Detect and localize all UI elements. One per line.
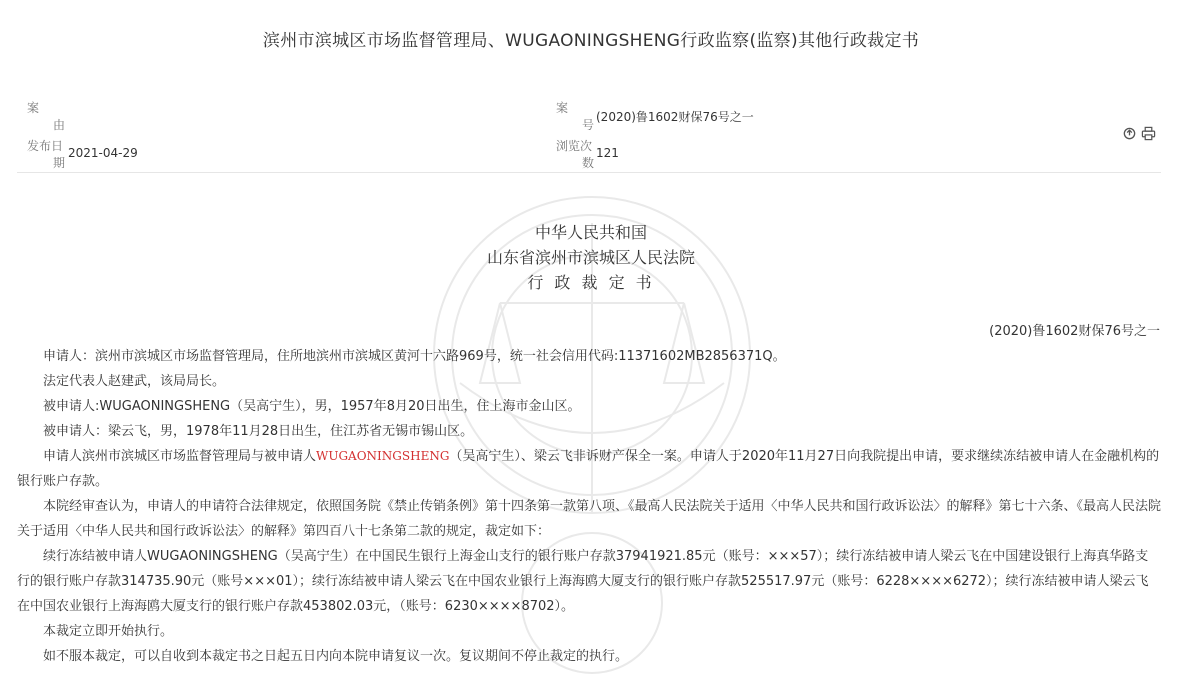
case-number-value: (2020)鲁1602财保76号之一 bbox=[596, 110, 754, 124]
publish-date-label: 发布日 期 bbox=[27, 139, 66, 170]
doc-case-number: (2020)鲁1602财保76号之一 bbox=[989, 324, 1160, 339]
page-title: 滨州市滨城区市场监督管理局、WUGAONINGSHENG行政监察(监察)其他行政裁定书 bbox=[262, 31, 920, 51]
highlighted-name: WUGAONINGSHENG bbox=[316, 449, 450, 463]
doc-heading-country: 中华人民共和国 bbox=[534, 223, 647, 242]
doc-heading-court: 山东省滨州市滨城区人民法院 bbox=[486, 248, 695, 267]
share-icon[interactable] bbox=[1122, 126, 1137, 141]
applicant-paragraph: 申请人：滨州市滨城区市场监督管理局，住所地滨州市滨城区黄河十六路969号，统一社会信用代码:11371602MB2856371Q。 bbox=[43, 349, 786, 364]
execution-paragraph: 本裁定立即开始执行。 bbox=[43, 624, 174, 639]
ruling-paragraph: 续行冻结被申请人WUGAONINGSHENG（吴高宁生）在中国民生银行上海金山支行的银行账户存款37941921.85元（账号：×××57）；续行冻结被申请人梁云飞在中国建设银行上海真华路支行的银行账户存款314735.90元（账号×××01）；续行冻结被申请人梁云飞在中国农业银行上海海鸥大厦支行的银行账户存款525517.97元（账号：6228××××6272）；续行冻结被申请人梁云飞在中国农业银行上海海鸥大厦支行的银行账户存款453802.03元，（账号：6230××××8702）。 bbox=[17, 549, 1149, 614]
publish-date-value: 2021-04-29 bbox=[68, 146, 138, 160]
cause-label: 案 由 bbox=[27, 101, 66, 132]
respondent2-paragraph: 被申请人：梁云飞，男，1978年11月28日出生，住江苏省无锡市锡山区。 bbox=[43, 424, 474, 439]
document-body bbox=[17, 344, 1161, 669]
case-number-label: 案 号 bbox=[556, 101, 595, 132]
case-summary-paragraph: 申请人滨州市滨城区市场监督管理局与被申请人WUGAONINGSHENG（吴高宁生）、梁云飞非诉财产保全一案。申请人于2020年11月27日向我院提出申请，要求继续冻结被申请人在金融机构的银行账户存款。 bbox=[17, 449, 1160, 489]
doc-heading-type: 行 政 裁 定 书 bbox=[527, 273, 655, 292]
respondent1-paragraph: 被申请人:WUGAONINGSHENG（吴高宁生），男，1957年8月20日出生，住上海市金山区。 bbox=[43, 399, 581, 414]
print-icon[interactable] bbox=[1141, 126, 1156, 141]
toolbar-icons bbox=[1122, 126, 1156, 141]
views-label: 浏览次 数 bbox=[556, 139, 595, 170]
reasoning-paragraph: 本院经审查认为，申请人的申请符合法律规定，依照国务院《禁止传销条例》第十四条第一款第八项、《最高人民法院关于适用〈中华人民共和国行政诉讼法〉的解释》第七十六条、《最高人民法院关于适用〈中华人民共和国行政诉讼法〉的解释》第四百八十七条第二款的规定，裁定如下： bbox=[17, 499, 1162, 539]
header-divider bbox=[17, 172, 1161, 173]
views-value: 121 bbox=[596, 146, 619, 160]
legal-rep-paragraph: 法定代表人赵建武，该局局长。 bbox=[43, 374, 226, 389]
appeal-paragraph: 如不服本裁定，可以自收到本裁定书之日起五日内向本院申请复议一次。复议期间不停止裁定的执行。 bbox=[43, 649, 629, 664]
